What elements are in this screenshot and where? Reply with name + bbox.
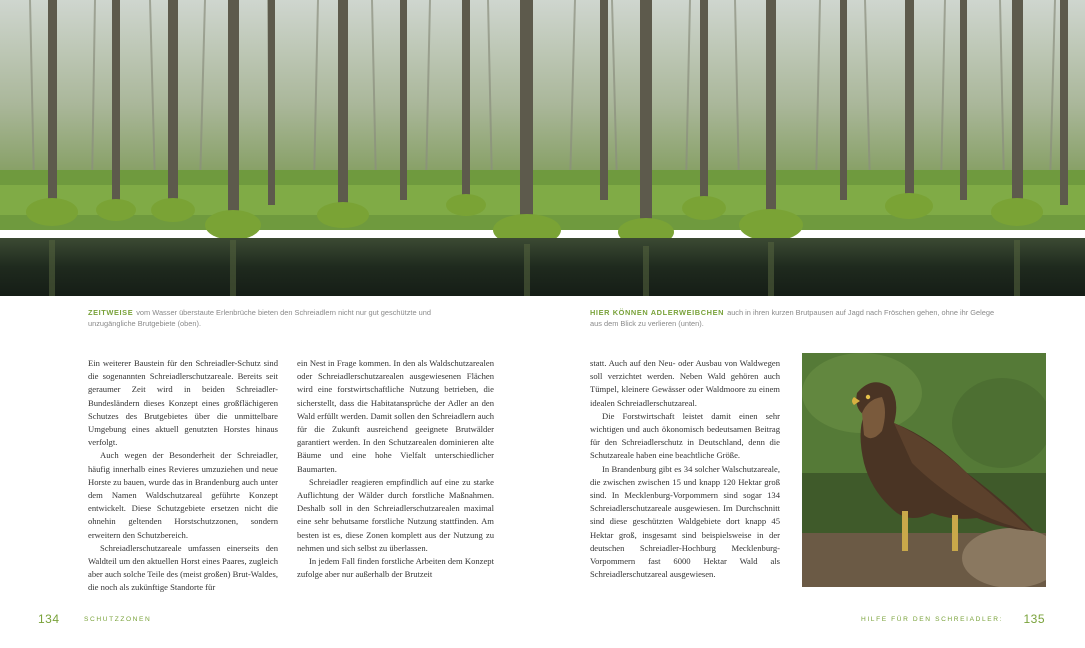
paragraph: Schreiadlerschutzareale umfassen einerseits den Waldteil um den aktuellen Horst eines Paares, zugleich aber auch solche Teile des (meist großen) Brut-Waldes, die noch als zukünftige Standorte für (88, 542, 278, 593)
paragraph: statt. Auch auf den Neu- oder Ausbau von Waldwegen soll verzichtet werden. Neben Wald gehören auch Tümpel, kleinere Gewässer oder Waldmoore zu einem idealen Schreiadlerschutzareal. (590, 358, 780, 408)
paragraph: Die Forstwirtschaft leistet damit einen sehr wichtigen und auch ökonomisch bedeutsamen Beitrag für den Schreiadlerschutz in Deutschland, denn die Schutzareale haben eine beachtliche Größe. (590, 410, 780, 461)
text-column-1 (88, 357, 278, 595)
footer-right (861, 610, 1045, 628)
caption-lead: ZEITWEISE (88, 308, 134, 317)
photo-caption-right (590, 307, 1000, 329)
caption-lead: HIER KÖNNEN ADLERWEIBCHEN (590, 308, 725, 317)
page-number-right: 135 (1023, 612, 1045, 626)
caption-text: vom Wasser überstaute Erlenbrüche bieten den Schreiadlern nicht nur gut geschützte und unzugängliche Brutgebiete (oben). (88, 308, 431, 328)
running-head-left: SCHUTZZONEN (83, 616, 152, 623)
text-column-3 (590, 357, 780, 581)
swamp-forest-photo (0, 0, 1085, 296)
caption-text: auch in ihren kurzen Brutpausen auf Jagd nach Fröschen gehen, ohne ihr Gelege aus dem Blick zu verlieren (unten). (590, 308, 995, 328)
running-head-right: HILFE FÜR DEN SCHREIADLER: (861, 616, 1004, 623)
paragraph: Ein weiterer Baustein für den Schreiadler-Schutz sind die sogenannten Schreiadlerschutzareale. Bereits seit geraumer Zeit wird in beiden Schreiadler-Bundesländern dieses Konzept eines großflächigeren Schutzes des Brutgebietes über die unmittelbare Umgebung eines aktuell genutzten Horstes hinaus verfolgt. (88, 358, 278, 448)
photo-caption-left (88, 307, 440, 329)
footer-left (38, 610, 151, 628)
page-number-left: 134 (38, 612, 60, 626)
eagle-photo (802, 353, 1046, 587)
paragraph: ein Nest in Frage kommen. In den als Waldschutzarealen oder Schreiadlerschutzarealen ausgewiesenen Flächen wird eine forstwirtschaftliche Nutzung betrieben, die sicherstellt, dass die Habitatansprüche der Adler an den Wald erfüllt werden. Damit sollen den Schreiadlern auch für die Zukunft ausreichend geeignete Brutwälder garantiert werden. In den Schutzarealen dominieren alte Bäume und eine hohe Vielfalt unterschiedlicher Baumarten. (297, 358, 494, 474)
paragraph: Auch wegen der Besonderheit der Schreiadler, häufig innerhalb eines Revieres umzuziehen und neue Horste zu bauen, wurde das in Brandenburg auch unter dem Namen Waldschutzareal geführte Konzept entwickelt. Diese Schutzgebiete ersetzen nicht die ohnehin geltenden Horstschutzzonen, sondern erweitern den Schutzbereich. (88, 450, 278, 540)
paragraph: Schreiadler reagieren empfindlich auf eine zu starke Auflichtung der Wälder durch forstliche Maßnahmen. Deshalb soll in den Schreiadlerschutzarealen maximal eine sehr behutsame forstliche Nutzung stattfinden. Am besten ist es, diese Zonen komplett aus der Nutzung zu nehmen und sich selbst zu überlassen. (297, 476, 494, 553)
text-column-2 (297, 357, 494, 581)
paragraph: In jedem Fall finden forstliche Arbeiten dem Konzept zufolge aber nur außerhalb der Brutzeit (297, 556, 494, 580)
paragraph: In Brandenburg gibt es 34 solcher Walschutzareale, die zwischen zwischen 15 und knapp 120 Hektar groß sind. In Mecklenburg-Vorpommern sind sogar 134 Schreiadlerschutzareale ausgewiesen. Im Durchschnitt sind diese geschützten Waldgebiete dort knapp 45 Hektar groß, insgesamt sind beispielsweise in der deutschen Schreiadler-Hochburg Mecklenburg-Vorpommern fast 6000 Hektar Wald als Schreiadlerschutzareal ausgewiesen. (590, 463, 780, 580)
